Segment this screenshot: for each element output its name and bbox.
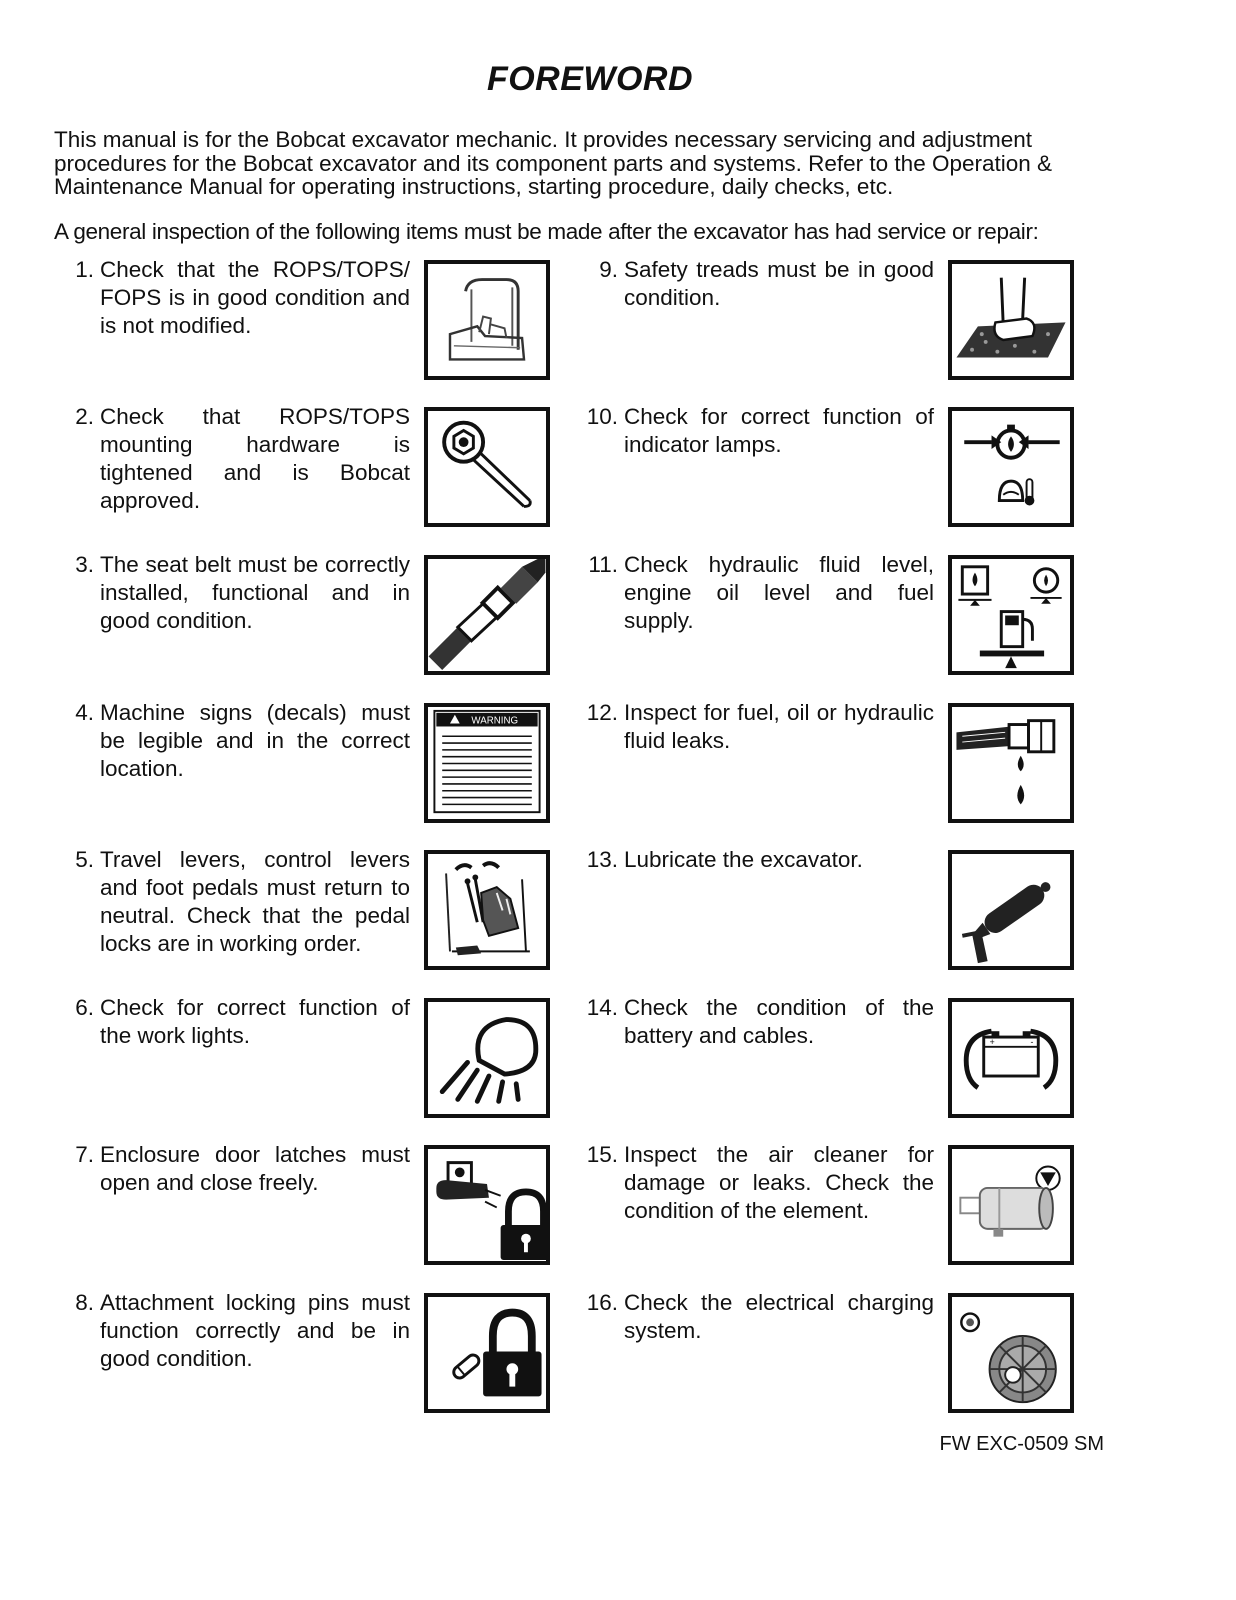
door-latch-lock-icon [424, 1145, 550, 1265]
item-number: 15. [586, 1142, 618, 1167]
control-levers-icon [424, 850, 550, 970]
document-code: FW EXC-0509 SM [939, 1433, 1104, 1455]
inspection-item-1 [54, 256, 554, 388]
svg-text:-: - [1030, 1036, 1034, 1047]
inspection-item-2 [54, 403, 554, 535]
item-text: Check for correct function of indicator lamps. [624, 404, 934, 457]
item-text: Machine signs (decals) must be legible and in the correct location. [100, 700, 410, 781]
work-light-icon [424, 998, 550, 1118]
locking-pin-icon [424, 1293, 550, 1413]
rops-cab-icon [424, 260, 550, 380]
seat-belt-icon [424, 555, 550, 675]
grease-gun-icon [948, 850, 1074, 970]
item-text: The seat belt must be correctly installed, functional and in good condition. [100, 552, 410, 633]
item-number: 5. [75, 847, 94, 872]
item-text: Enclosure door latches must open and close freely. [100, 1142, 410, 1195]
item-text: Travel levers, control levers and foot pedals must return to neutral. Check that the pedal locks are in working order. [100, 847, 410, 956]
inspection-item-6 [54, 994, 554, 1126]
item-text: Safety treads must be in good condition. [624, 257, 934, 310]
air-cleaner-icon [948, 1145, 1074, 1265]
wrench-icon [424, 407, 550, 527]
inspection-item-3 [54, 551, 554, 683]
inspection-item-5 [54, 846, 554, 978]
inspection-item-10 [578, 403, 1078, 535]
item-number: 11. [588, 552, 618, 577]
item-number: 7. [75, 1142, 94, 1167]
inspection-item-13 [578, 846, 1078, 978]
item-number: 16. [586, 1290, 618, 1315]
item-number: 4. [75, 700, 94, 725]
decal-warning-label: WARNING [471, 715, 519, 727]
inspection-item-4 [54, 699, 554, 831]
safety-tread-icon [948, 260, 1074, 380]
item-number: 9. [599, 257, 618, 282]
inspection-item-12 [578, 699, 1078, 831]
item-text: Check the electrical charging system. [624, 1290, 934, 1343]
general-inspection-sentence: A general inspection of the following items must be made after the excavator has had service or repair: [54, 219, 1039, 244]
inspection-item-9 [578, 256, 1078, 388]
inspection-item-15 [578, 1141, 1078, 1273]
item-number: 13. [586, 847, 618, 872]
intro-paragraph: This manual is for the Bobcat excavator mechanic. It provides necessary servicing and adjustment procedures for the Bobcat excavator and its component parts and systems. Refer to the Operation & Maintenance Manual for operating instructions, starting procedure, daily checks, etc. [54, 127, 1053, 199]
page-title: FOREWORD [486, 60, 694, 98]
item-text: Check that the ROPS/TOPS/ FOPS is in good condition and is not modified. [100, 257, 410, 338]
svg-text:+: + [989, 1036, 995, 1047]
item-text: Check that ROPS/TOPS mounting hardware is tightened and is Bobcat approved. [100, 404, 410, 513]
alternator-icon [948, 1293, 1074, 1413]
inspection-item-7 [54, 1141, 554, 1273]
fluid-leak-icon [948, 703, 1074, 823]
item-text: Check the condition of the battery and cables. [624, 995, 934, 1048]
item-text: Check for correct function of the work lights. [100, 995, 410, 1048]
item-number: 6. [75, 995, 94, 1020]
inspection-item-16 [578, 1289, 1078, 1421]
inspection-item-14 [578, 994, 1078, 1126]
inspection-item-8 [54, 1289, 554, 1421]
inspection-item-11 [578, 551, 1078, 683]
item-number: 12. [586, 700, 618, 725]
item-number: 14. [586, 995, 618, 1020]
warning-decal-icon [424, 703, 550, 823]
item-text: Inspect for fuel, oil or hydraulic fluid leaks. [624, 700, 934, 753]
item-number: 10. [586, 404, 618, 429]
item-text: Inspect the air cleaner for damage or leaks. Check the condition of the element. [624, 1142, 934, 1223]
item-number: 8. [75, 1290, 94, 1315]
item-number: 1. [75, 257, 94, 282]
item-text: Attachment locking pins must function correctly and be in good condition. [100, 1290, 410, 1371]
battery-icon [948, 998, 1074, 1118]
item-text: Check hydraulic fluid level, engine oil level and fuel supply. [624, 552, 934, 633]
item-number: 3. [75, 552, 94, 577]
item-text: Lubricate the excavator. [624, 847, 863, 872]
item-number: 2. [75, 404, 94, 429]
indicator-lamps-icon [948, 407, 1074, 527]
fluid-levels-icon [948, 555, 1074, 675]
